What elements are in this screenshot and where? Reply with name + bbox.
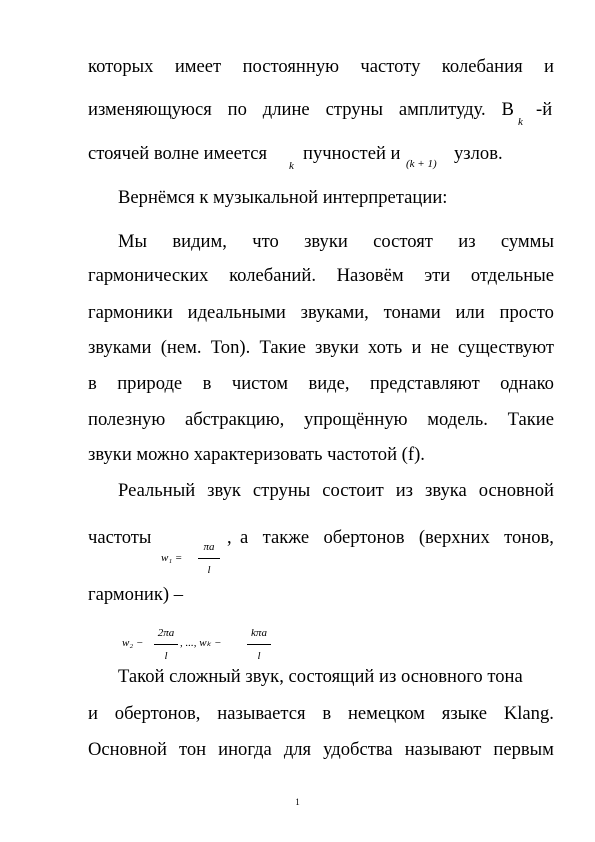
formula-w1-lhs: w₁ = bbox=[161, 552, 183, 564]
word: частоту bbox=[360, 56, 421, 77]
word: обертонов bbox=[323, 527, 405, 548]
text-fragment: стоячей волне имеется bbox=[88, 143, 268, 164]
text-line bbox=[88, 337, 554, 359]
word: существуют bbox=[458, 337, 554, 358]
word: изменяющуюся bbox=[88, 99, 212, 120]
word: тонами bbox=[383, 302, 441, 323]
word: из bbox=[458, 231, 476, 252]
formula-w1-fraction bbox=[198, 536, 220, 581]
text-line bbox=[88, 739, 554, 761]
word: Такие bbox=[507, 409, 554, 430]
word: обертонов, bbox=[114, 703, 201, 724]
fraction-numerator: πa bbox=[198, 536, 220, 559]
word: имеет bbox=[174, 56, 222, 77]
text-line bbox=[118, 480, 554, 502]
word: иногда bbox=[218, 739, 272, 760]
word: первым bbox=[493, 739, 554, 760]
fraction-denominator: l bbox=[207, 564, 211, 576]
text-line bbox=[88, 703, 554, 725]
word: идеальными bbox=[187, 302, 286, 323]
word: тонов, bbox=[504, 527, 554, 548]
word: которых bbox=[88, 56, 154, 77]
word: (нем. bbox=[160, 337, 202, 358]
fraction-numerator: kπa bbox=[247, 622, 271, 645]
word: а bbox=[240, 527, 249, 548]
word: звука bbox=[424, 480, 467, 501]
page-number: 1 bbox=[295, 797, 300, 807]
word: или bbox=[455, 302, 485, 323]
fraction-denominator: l bbox=[257, 650, 261, 662]
word: по bbox=[227, 99, 247, 120]
math-variable-k: k bbox=[289, 160, 294, 172]
word: Реальный bbox=[118, 480, 196, 501]
word: состоит bbox=[322, 480, 384, 501]
word: Основной bbox=[88, 739, 167, 760]
text-line bbox=[118, 231, 554, 253]
word: (верхних bbox=[418, 527, 490, 548]
word: в bbox=[202, 373, 212, 394]
fraction-denominator: l bbox=[164, 650, 168, 662]
text-line bbox=[88, 265, 554, 287]
word: называется bbox=[217, 703, 306, 724]
word: состоят bbox=[373, 231, 433, 252]
word: виде, bbox=[308, 373, 350, 394]
word: звуками, bbox=[300, 302, 369, 323]
text-fragment: -й bbox=[536, 99, 553, 120]
math-expression: (k + 1) bbox=[406, 158, 437, 170]
text-fragment: пучностей и bbox=[303, 143, 401, 164]
fraction-numerator: 2πa bbox=[154, 622, 178, 645]
word: эти bbox=[424, 265, 451, 286]
word: Мы bbox=[118, 231, 148, 252]
word: звуки bbox=[304, 231, 348, 252]
text-line bbox=[88, 409, 554, 431]
word: и bbox=[411, 337, 422, 358]
word: что bbox=[252, 231, 279, 252]
word: немецком bbox=[347, 703, 425, 724]
text-fragment: , bbox=[227, 527, 232, 548]
word: колебания bbox=[441, 56, 523, 77]
word: языке bbox=[441, 703, 487, 724]
word: называют bbox=[404, 739, 482, 760]
text-fragment: узлов. bbox=[454, 143, 503, 164]
word: не bbox=[430, 337, 449, 358]
word: Ton). bbox=[210, 337, 251, 358]
word: удобства bbox=[323, 739, 393, 760]
text-line: гармоник) – bbox=[88, 584, 184, 605]
word: постоянную bbox=[242, 56, 340, 77]
word: также bbox=[262, 527, 310, 548]
word: гармонических bbox=[88, 265, 209, 286]
word: звуками bbox=[88, 337, 152, 358]
word: упрощённую bbox=[304, 409, 408, 430]
formula-fragment: , ..., wₖ − bbox=[180, 637, 222, 649]
word: суммы bbox=[500, 231, 554, 252]
word: модель. bbox=[427, 409, 488, 430]
text-line: Такой сложный звук, состоящий из основного тона bbox=[118, 666, 523, 687]
word: струны bbox=[325, 99, 383, 120]
word: звуки bbox=[315, 337, 359, 358]
word: тон bbox=[178, 739, 207, 760]
word: Klang. bbox=[503, 703, 554, 724]
word: представляют bbox=[369, 373, 480, 394]
word: отдельные bbox=[470, 265, 554, 286]
word: из bbox=[395, 480, 414, 501]
word: чистом bbox=[231, 373, 289, 394]
word: В bbox=[501, 99, 514, 120]
word: природе bbox=[117, 373, 183, 394]
word: в bbox=[322, 703, 332, 724]
text-line bbox=[88, 56, 554, 78]
word: амплитуду. bbox=[398, 99, 486, 120]
word: Назовём bbox=[336, 265, 404, 286]
word: длине bbox=[262, 99, 310, 120]
word: хоть bbox=[368, 337, 403, 358]
text-fragment: частоты bbox=[88, 527, 152, 548]
word: Такие bbox=[259, 337, 306, 358]
word: струны bbox=[252, 480, 311, 501]
word: просто bbox=[499, 302, 554, 323]
math-variable-k: k bbox=[518, 116, 523, 128]
text-line bbox=[88, 302, 554, 324]
text-line bbox=[88, 373, 554, 395]
text-line: звуки можно характеризовать частотой (f). bbox=[88, 444, 425, 465]
word: гармоники bbox=[88, 302, 173, 323]
word: и bbox=[88, 703, 98, 724]
word: для bbox=[283, 739, 312, 760]
word: и bbox=[544, 56, 554, 77]
word: полезную bbox=[88, 409, 166, 430]
word: однако bbox=[500, 373, 554, 394]
word: основной bbox=[478, 480, 554, 501]
word: видим, bbox=[172, 231, 227, 252]
word: абстракцию, bbox=[184, 409, 285, 430]
formula-fragment: w₂ − bbox=[122, 637, 144, 649]
formula-harmonics bbox=[122, 622, 322, 662]
word: звук bbox=[207, 480, 241, 501]
word: в bbox=[88, 373, 97, 394]
formula-fraction bbox=[154, 622, 178, 667]
text-line: Вернёмся к музыкальной интерпретации: bbox=[118, 187, 448, 208]
word: колебаний. bbox=[229, 265, 316, 286]
formula-fraction bbox=[247, 622, 271, 667]
